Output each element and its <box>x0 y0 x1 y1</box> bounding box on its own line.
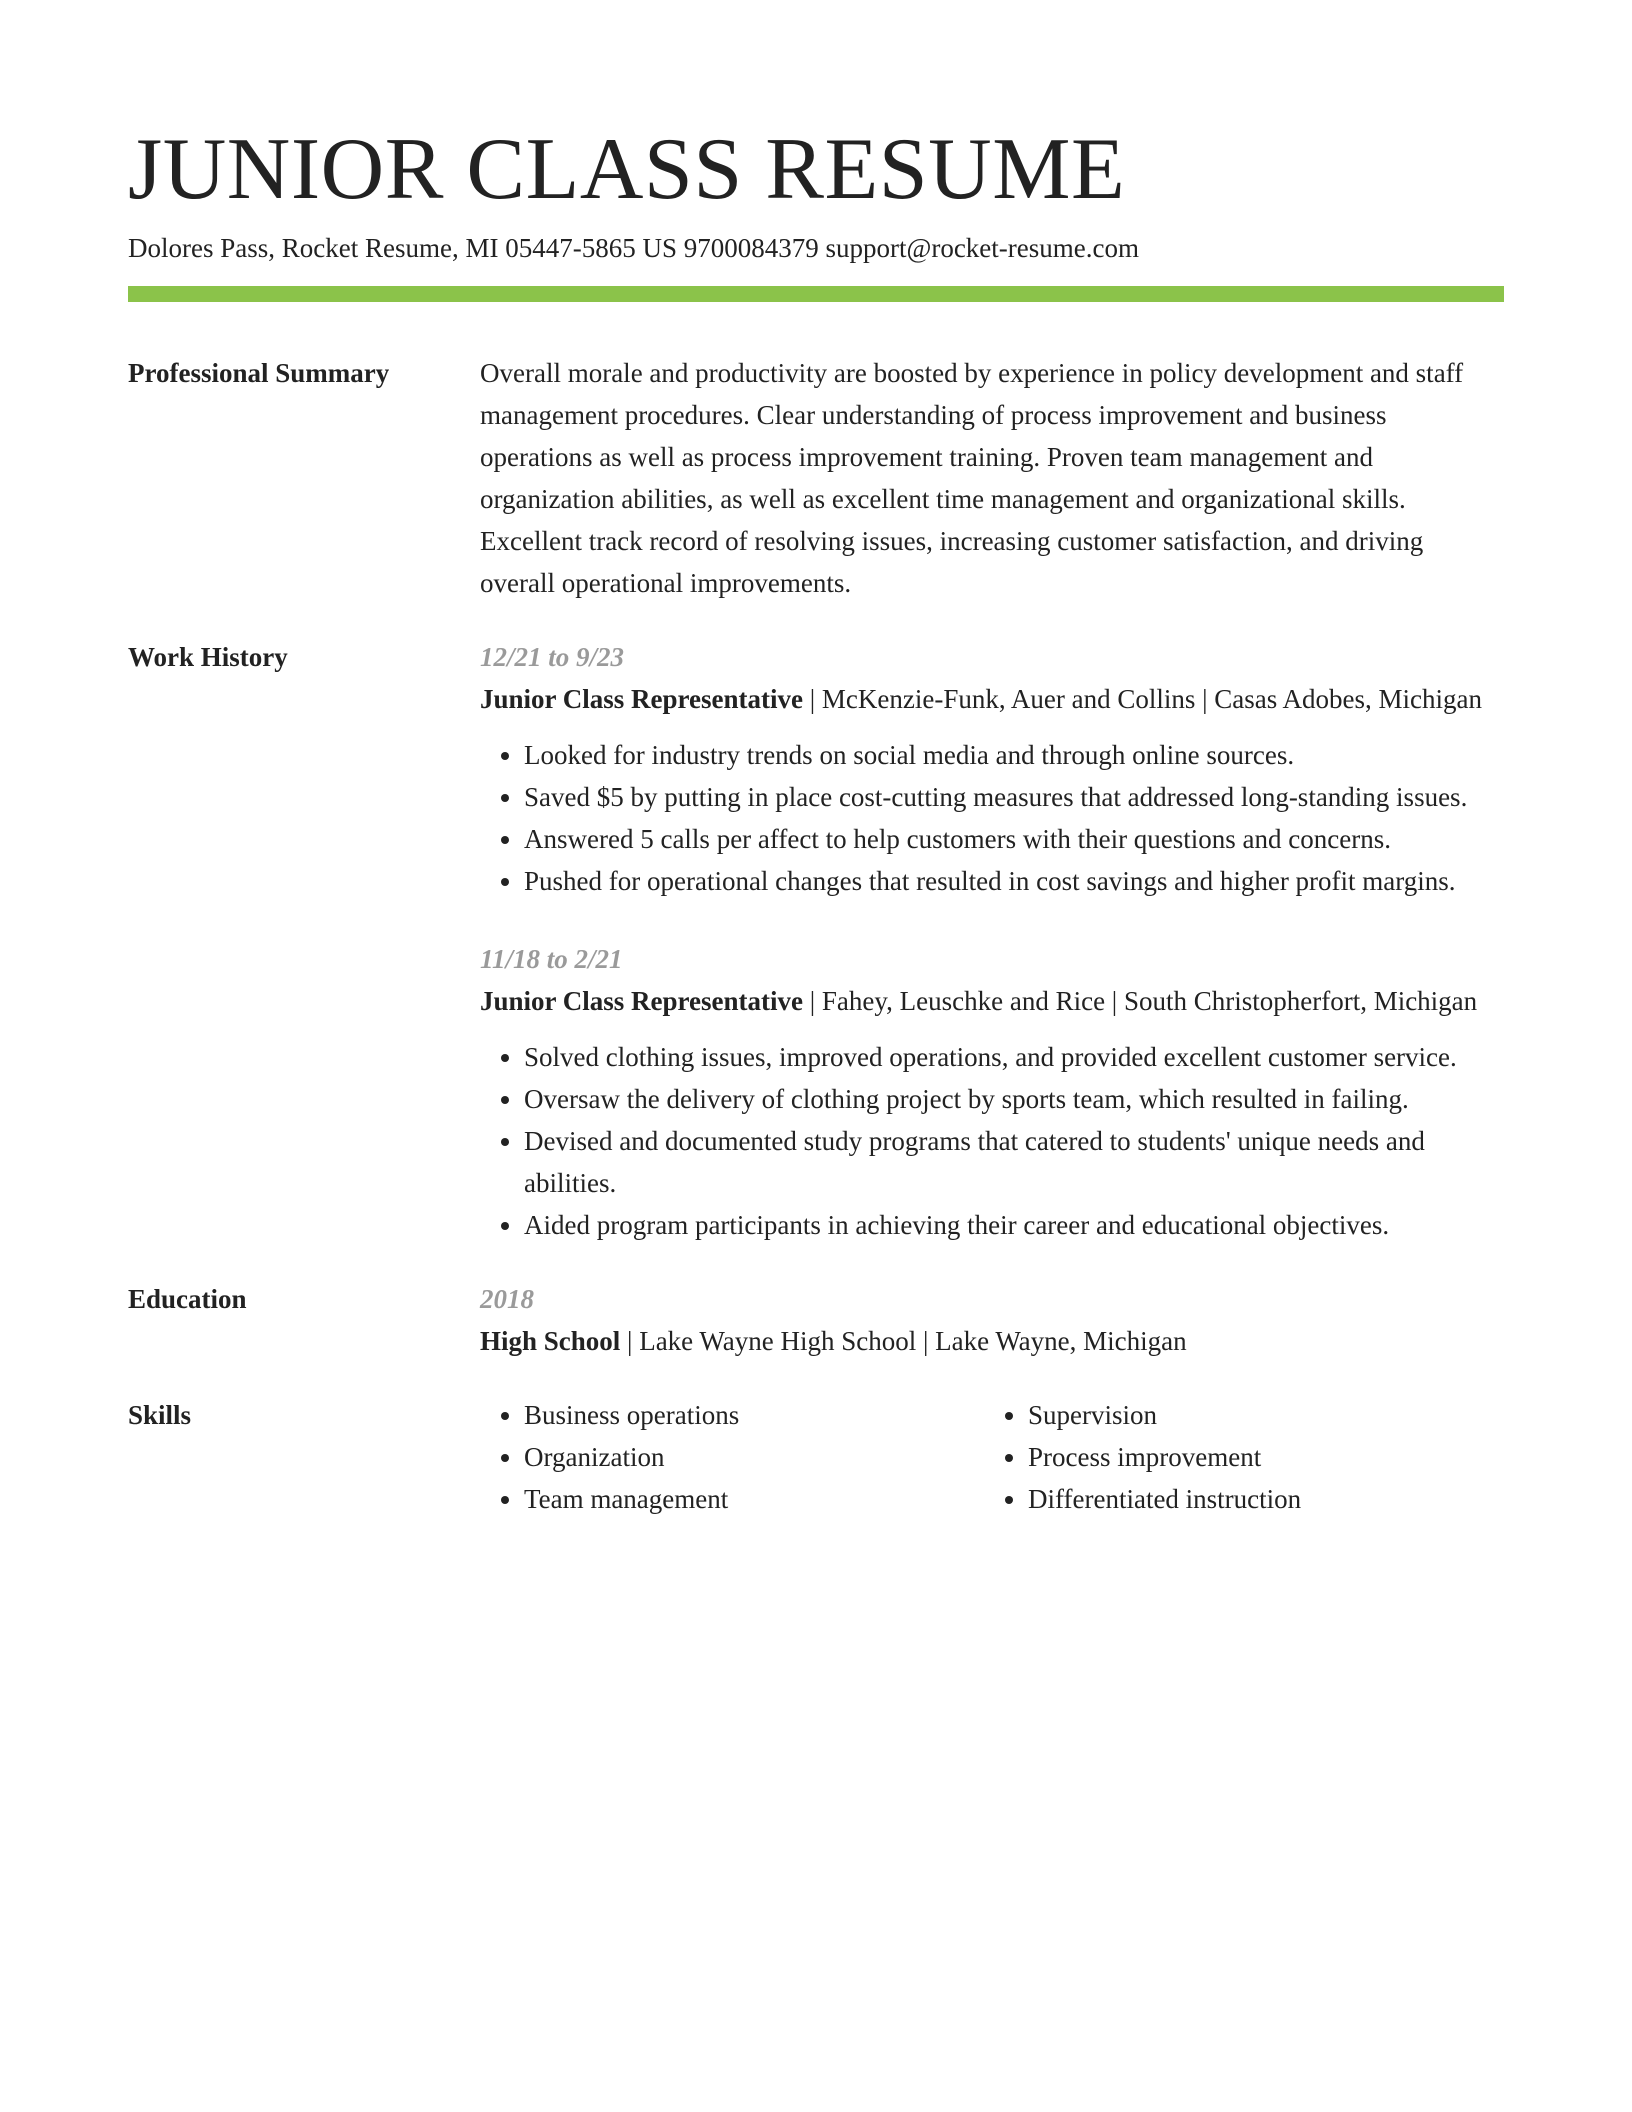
job-bullets <box>480 734 1504 902</box>
education-details: | Lake Wayne High School | Lake Wayne, Michigan <box>620 1326 1187 1356</box>
skills-body <box>480 1394 1528 1520</box>
education-year: 2018 <box>480 1284 534 1314</box>
skill-item: • Team management <box>524 1478 984 1520</box>
job-details: | Fahey, Leuschke and Rice | South Christopherfort, Michigan <box>803 986 1478 1016</box>
summary-text: Overall morale and productivity are boosted by experience in policy development and staff management procedures. Clear understanding of process improvement and business operations as well as process improvement training. Proven team management and organization abilities, as well as excellent time management and organizational skills. Excellent track record of resolving issues, increasing customer satisfaction, and driving overall operational improvements. <box>480 358 1464 598</box>
education-body <box>480 1278 1504 1362</box>
work-history-section <box>128 604 1504 1246</box>
job-bullet: • Oversaw the delivery of clothing project by sports team, which resulted in failing. <box>524 1078 1504 1120</box>
job-bullet: • Aided program participants in achieving their career and educational objectives. <box>524 1204 1504 1246</box>
job-role: Junior Class Representative <box>480 986 803 1016</box>
education-section <box>128 1246 1504 1362</box>
job-role: Junior Class Representative <box>480 684 803 714</box>
skill-item: • Process improvement <box>1028 1436 1528 1478</box>
job-header <box>480 980 1504 1022</box>
job-bullet: • Pushed for operational changes that resulted in cost savings and higher profit margins. <box>524 860 1504 902</box>
job-bullets <box>480 1036 1504 1246</box>
summary-body <box>480 352 1504 604</box>
skill-item: • Organization <box>524 1436 984 1478</box>
job-entry <box>480 636 1504 902</box>
summary-section <box>128 302 1504 604</box>
skills-list-left <box>480 1394 984 1520</box>
job-entry <box>480 938 1504 1246</box>
job-header <box>480 678 1504 720</box>
skills-section <box>128 1362 1504 1520</box>
education-header <box>480 1320 1504 1362</box>
education-degree: High School <box>480 1326 621 1356</box>
contact-line: Dolores Pass, Rocket Resume, MI 05447-5865 US 9700084379 support@rocket-resume.com <box>128 233 1139 263</box>
work-history-body <box>480 636 1504 1246</box>
education-heading: Education <box>128 1284 247 1314</box>
job-dates: 11/18 to 2/21 <box>480 944 623 974</box>
job-bullet: • Answered 5 calls per affect to help customers with their questions and concerns. <box>524 818 1504 860</box>
resume-title: JUNIOR CLASS RESUME <box>128 121 1126 218</box>
skills-heading: Skills <box>128 1400 192 1430</box>
skill-item: • Differentiated instruction <box>1028 1478 1528 1520</box>
job-bullet: • Devised and documented study programs that catered to students' unique needs and abilities. <box>524 1120 1504 1204</box>
resume-page <box>128 120 1504 1520</box>
job-bullet: • Looked for industry trends on social media and through online sources. <box>524 734 1504 776</box>
summary-heading: Professional Summary <box>128 358 390 388</box>
job-details: | McKenzie-Funk, Auer and Collins | Casas Adobes, Michigan <box>803 684 1482 714</box>
job-dates: 12/21 to 9/23 <box>480 642 625 672</box>
skills-list-right <box>984 1394 1528 1520</box>
accent-divider <box>128 286 1504 302</box>
job-bullet: • Saved $5 by putting in place cost-cutting measures that addressed long-standing issues. <box>524 776 1504 818</box>
job-bullet: • Solved clothing issues, improved operations, and provided excellent customer service. <box>524 1036 1504 1078</box>
work-history-heading: Work History <box>128 642 288 672</box>
skill-item: • Business operations <box>524 1394 984 1436</box>
skill-item: • Supervision <box>1028 1394 1528 1436</box>
